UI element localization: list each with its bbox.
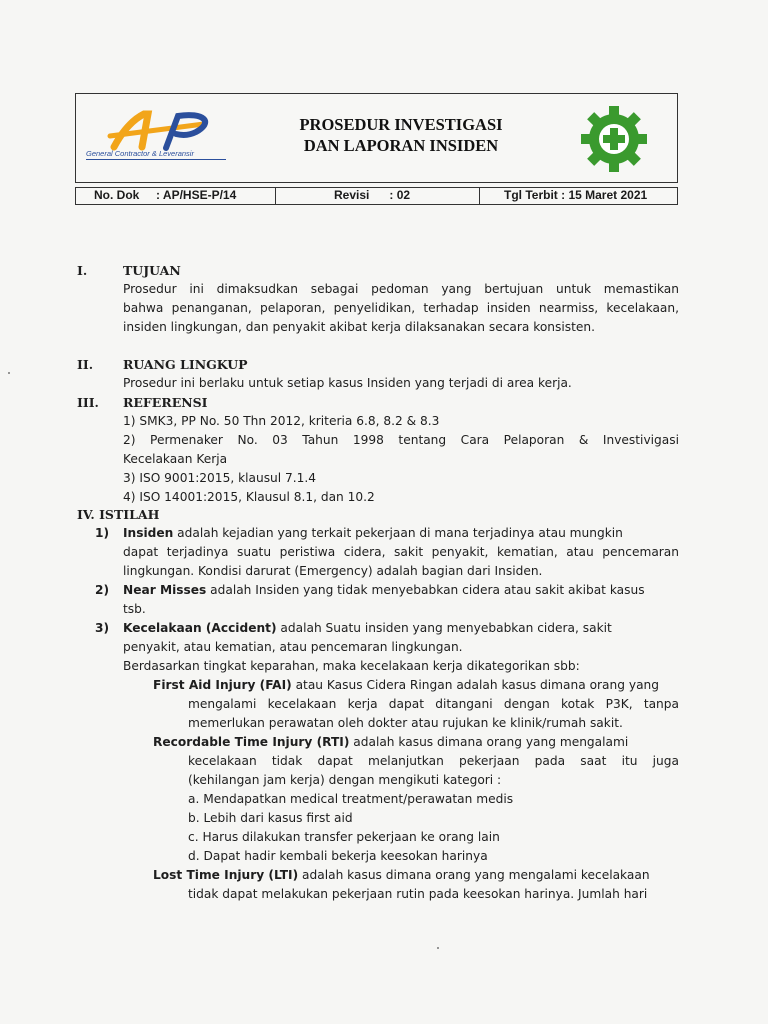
- meta-no-dok: No. Dok : AP/HSE-P/14: [76, 188, 276, 204]
- section-1-number: I.: [77, 263, 88, 278]
- category-fai: First Aid Injury (FAI) atau Kasus Cidera Ringan adalah kasus dimana orang yang mengalami kecelakaan kerja dapat ditangani dengan kotak P3K, tanpa memerlukan perawatan oleh dokter atau rujukan ke klinik/rumah sakit.: [153, 678, 679, 730]
- term-1-number: 1): [95, 526, 110, 540]
- logo-tagline: General Contractor & Leveransir: [86, 149, 226, 160]
- reference-item-cont: Kecelakaan Kerja: [123, 452, 228, 466]
- section-2-title: RUANG LINGKUP: [123, 357, 248, 372]
- rti-criteria-item: c. Harus dilakukan transfer pekerjaan ke orang lain: [188, 830, 500, 844]
- category-lti: Lost Time Injury (LTI) adalah kasus dimana orang yang mengalami kecelakaan tidak dapat melakukan pekerjaan rutin pada keesokan harinya. Jumlah hari: [153, 868, 650, 901]
- section-2-text: Prosedur ini berlaku untuk setiap kasus Insiden yang terjadi di area kerja.: [123, 376, 572, 390]
- reference-item: 3) ISO 9001:2015, klausul 7.1.4: [123, 471, 317, 485]
- title-line-1: PROSEDUR INVESTIGASI: [299, 115, 503, 134]
- title-line-2: DAN LAPORAN INSIDEN: [303, 136, 499, 155]
- section-2-number: II.: [77, 357, 94, 372]
- reference-item: 1) SMK3, PP No. 50 Thn 2012, kriteria 6.8, 8.2 & 8.3: [123, 414, 440, 428]
- rti-criteria-item: a. Mendapatkan medical treatment/perawatan medis: [188, 792, 514, 806]
- section-3-number: III.: [77, 395, 99, 410]
- reference-item: 2) Permenaker No. 03 Tahun 1998 tentang Cara Pelaporan & Investivigasi: [123, 433, 679, 447]
- section-3-title: REFERENSI: [123, 395, 208, 410]
- meta-revisi: Revisi : 02: [276, 188, 480, 204]
- k3-safety-gear-icon: [578, 103, 650, 175]
- lti-label: Lost Time Injury (LTI): [153, 868, 299, 882]
- reference-item: 4) ISO 14001:2015, Klausul 8.1, dan 10.2: [123, 490, 375, 504]
- term-1-label: Insiden: [123, 526, 174, 540]
- rti-label: Recordable Time Injury (RTI): [153, 735, 350, 749]
- document-title: [266, 114, 536, 156]
- rti-criteria-item: b. Lebih dari kasus first aid: [188, 811, 353, 825]
- section-1-text: Prosedur ini dimaksudkan sebagai pedoman yang bertujuan untuk memastikan bahwa penanganan, pelaporan, penyelidikan, terhadap insiden nearmiss, kecelakaan, insiden lingkungan, dan penyakit akibat kerja dilaksanakan secara konsisten.: [123, 282, 679, 334]
- document-meta-bar: [75, 187, 678, 205]
- fai-label: First Aid Injury (FAI): [153, 678, 292, 692]
- term-1-definition: Insiden adalah kejadian yang terkait pekerjaan di mana terjadinya atau mungkin dapat terjadinya suatu peristiwa cidera, sakit penyakit, kematian, atau pencemaran lingkungan. Kondisi darurat (Emergency) adalah bagian dari Insiden.: [123, 526, 679, 578]
- section-1-title: TUJUAN: [123, 263, 181, 278]
- term-3-definition: Kecelakaan (Accident) adalah Suatu insiden yang menyebabkan cidera, sakit penyakit, atau kematian, atau pencemaran lingkungan. Berdasarkan tingkat keparahan, maka kecelakaan kerja dikategorikan sbb:: [123, 621, 612, 673]
- category-rti: Recordable Time Injury (RTI) adalah kasus dimana orang yang mengalami kecelakaan tidak dapat melanjutkan pekerjaan pada saat itu juga (kehilangan jam kerja) dengan mengikuti kategori : a. Mendapatkan medical treatment/perawatan medis b. Lebih dari kasus first aid c. Harus dilakukan transfer pekerjaan ke orang lain d. Dapat hadir kembali bekerja keesokan harinya: [153, 733, 679, 866]
- term-2-definition: Near Misses adalah Insiden yang tidak menyebabkan cidera atau sakit akibat kasus tsb.: [123, 583, 645, 616]
- term-2-number: 2): [95, 583, 110, 597]
- scan-speck: [437, 947, 439, 949]
- meta-tgl-terbit: Tgl Terbit : 15 Maret 2021: [504, 188, 648, 202]
- scan-speck: [8, 372, 10, 374]
- term-3-number: 3): [95, 621, 110, 635]
- document-header: [75, 93, 678, 183]
- term-3-label: Kecelakaan (Accident): [123, 621, 277, 635]
- section-4-title: IV. ISTILAH: [77, 507, 160, 522]
- section-3-list: [123, 412, 679, 507]
- rti-criteria-item: d. Dapat hadir kembali bekerja keesokan harinya: [188, 849, 488, 863]
- term-2-label: Near Misses: [123, 583, 207, 597]
